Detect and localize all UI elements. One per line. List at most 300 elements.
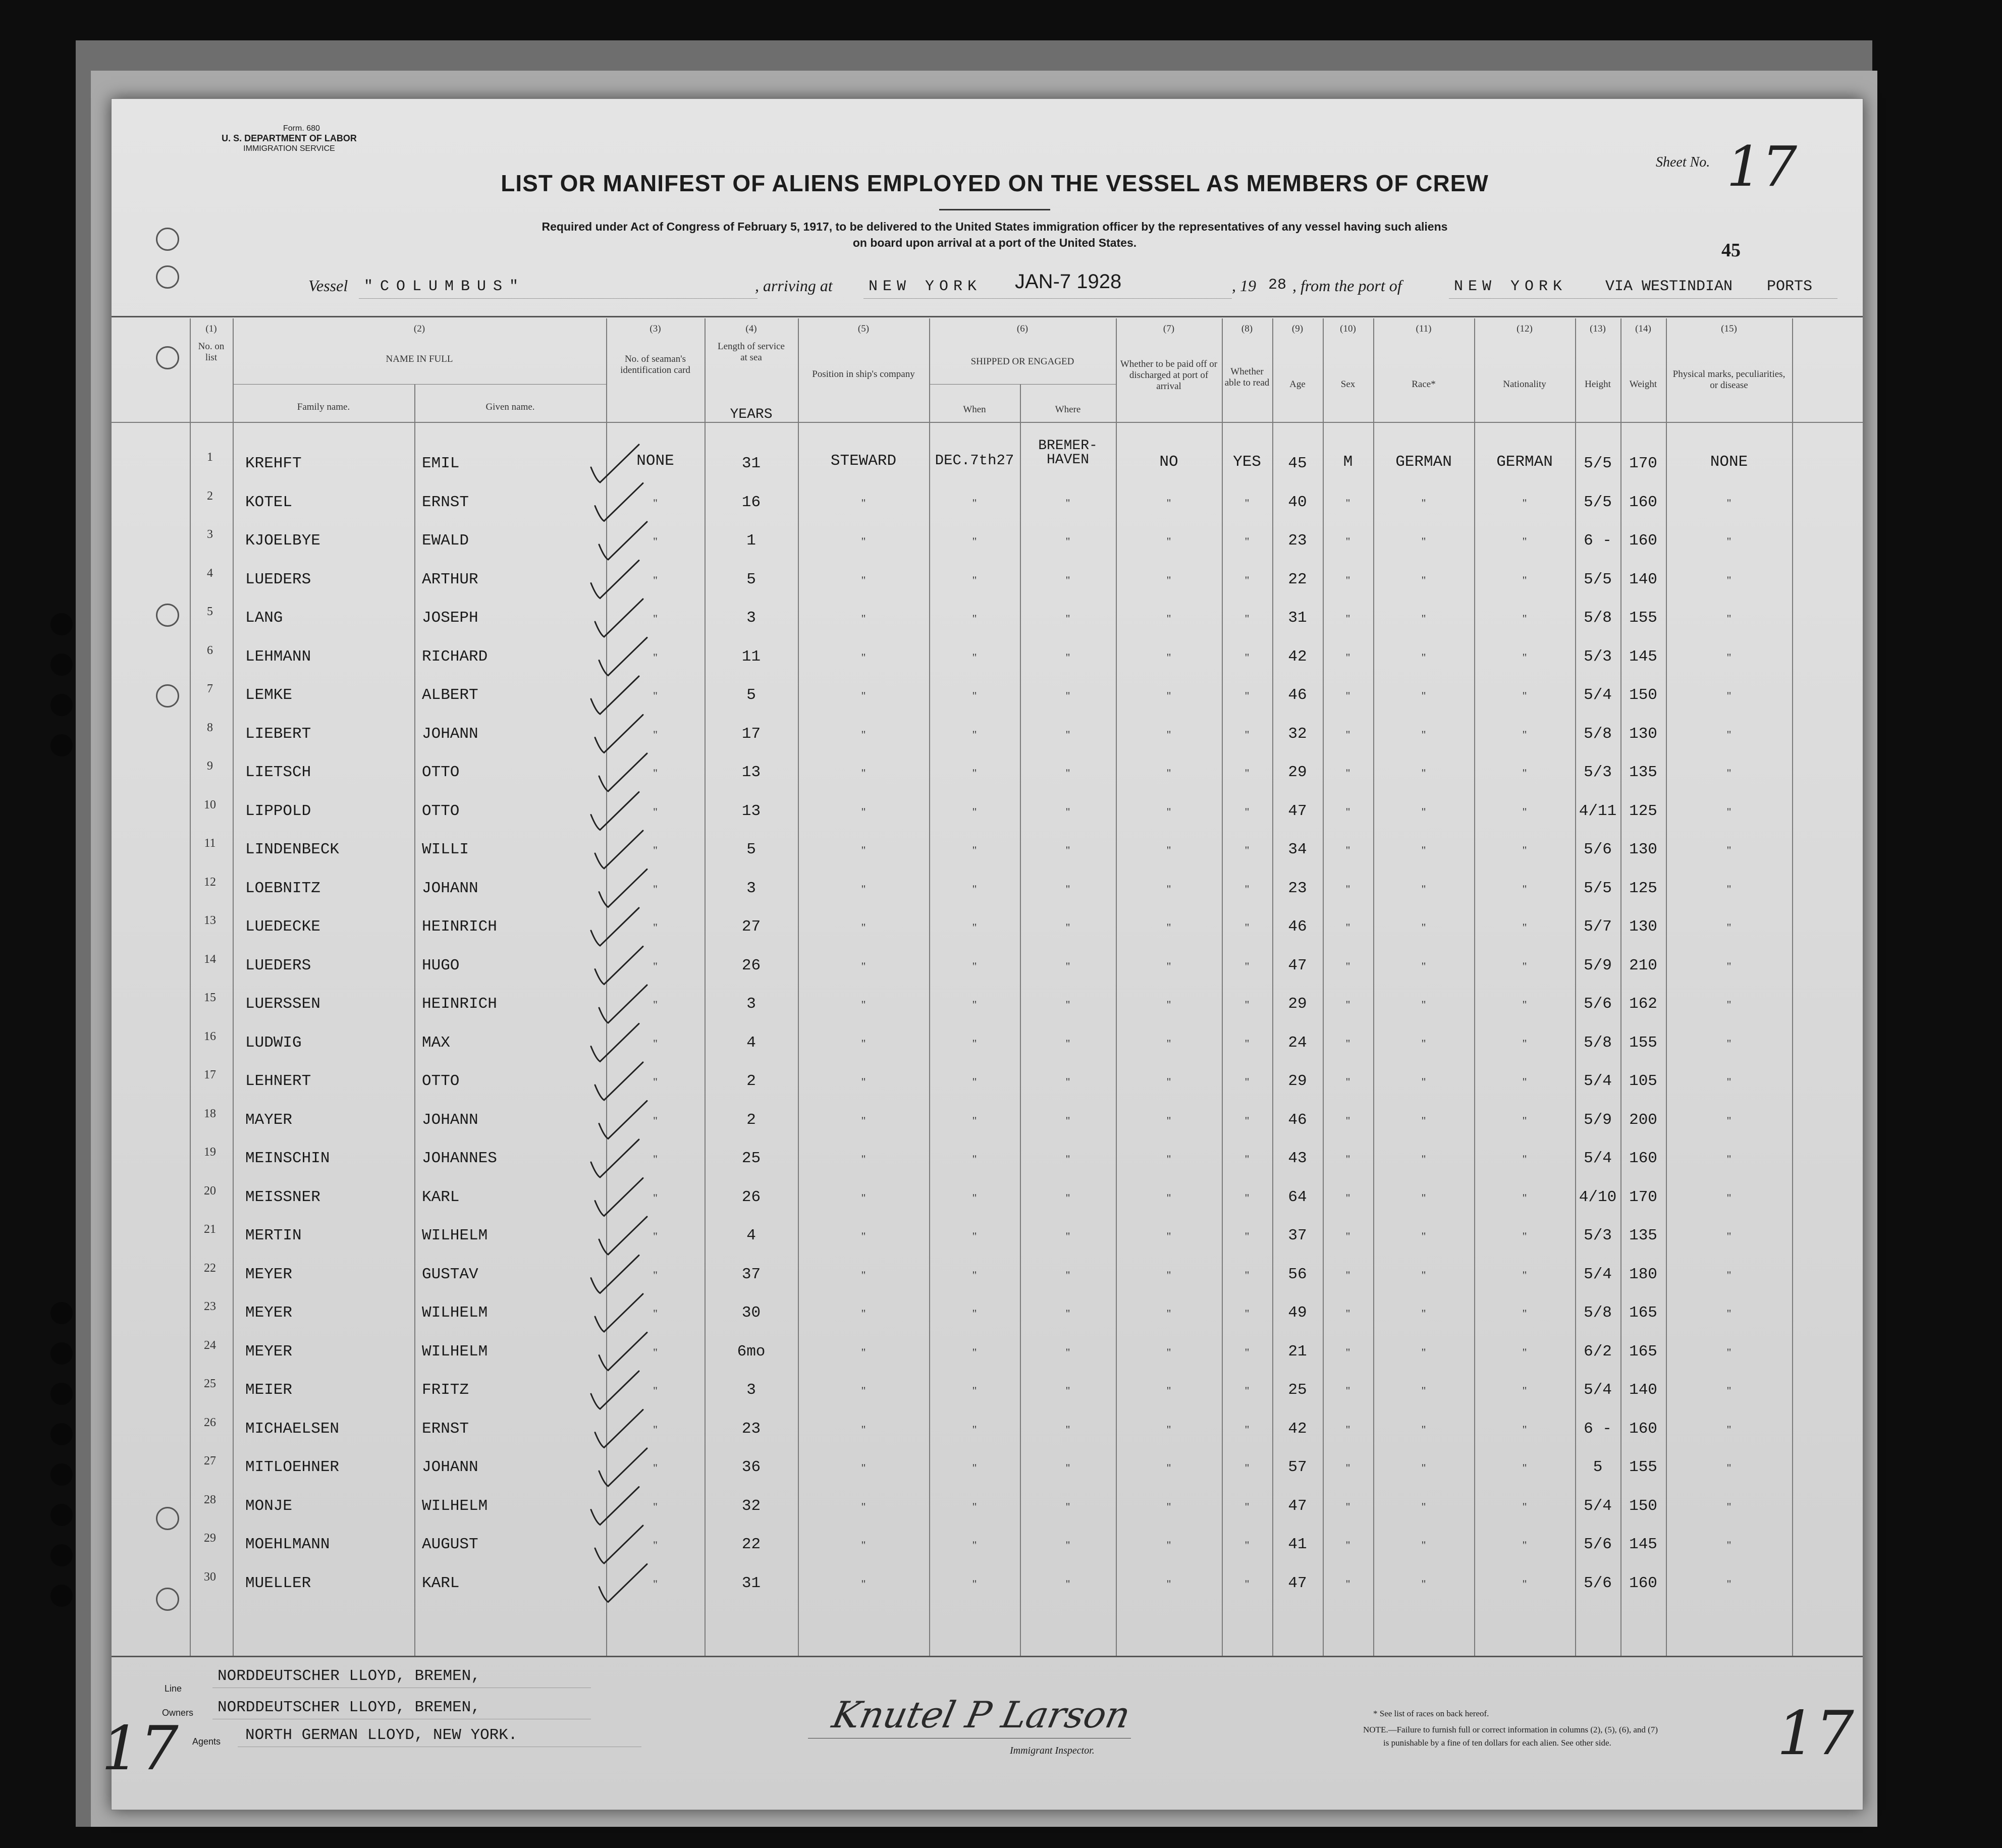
height: 5/5: [1584, 570, 1612, 588]
ditto-mark: ": [972, 612, 977, 625]
ditto-mark: ": [653, 921, 658, 934]
ditto-mark: ": [1421, 1577, 1426, 1590]
length-of-service: 1: [746, 532, 756, 550]
col7-number: (7): [1163, 323, 1175, 334]
ditto-mark: ": [1421, 1268, 1426, 1281]
row1-paid-off: NO: [1159, 453, 1178, 471]
weight: 155: [1629, 1034, 1657, 1052]
check-mark: [595, 1062, 643, 1100]
arriving-port: NEW YORK: [869, 278, 982, 295]
check-mark: [595, 947, 643, 985]
age: 42: [1288, 1420, 1307, 1438]
binder-hole: [50, 1463, 73, 1486]
length-of-service: 13: [741, 802, 761, 820]
col8-number: (8): [1241, 323, 1253, 334]
given-name: KARL: [422, 1574, 460, 1592]
ditto-mark: ": [1166, 612, 1171, 625]
check-mark: [595, 715, 643, 753]
height: 5/4: [1584, 1150, 1612, 1167]
ditto-mark: ": [972, 573, 977, 586]
weight: 200: [1629, 1111, 1657, 1129]
ditto-mark: ": [1421, 689, 1426, 702]
ditto-mark: ": [1166, 767, 1171, 779]
ditto-mark: ": [972, 1461, 977, 1474]
given-name: ERNST: [422, 1420, 469, 1438]
height: 5/7: [1584, 918, 1612, 936]
family-name: LUDWIG: [245, 1034, 302, 1052]
given-name: OTTO: [422, 764, 460, 781]
ditto-mark: ": [1522, 805, 1527, 818]
age: 49: [1288, 1304, 1307, 1322]
ditto-mark: ": [1421, 844, 1426, 856]
ditto-mark: ": [1345, 767, 1350, 779]
ditto-mark: ": [861, 1037, 866, 1050]
weight: 140: [1629, 570, 1657, 588]
ditto-mark: ": [1345, 612, 1350, 625]
ditto-mark: ": [972, 1345, 977, 1358]
length-of-service: 27: [741, 918, 761, 936]
family-name: LUEDECKE: [245, 918, 320, 936]
given-name: JOHANNES: [422, 1150, 497, 1167]
ditto-mark: ": [1065, 1191, 1070, 1204]
ditto-mark: ": [1522, 998, 1527, 1011]
ditto-mark: ": [1166, 882, 1171, 895]
ditto-mark: ": [1245, 1075, 1250, 1088]
ditto-mark: ": [1065, 1037, 1070, 1050]
col15-heading: Physical marks, peculiarities, or disease: [1672, 369, 1785, 391]
row-number: 14: [204, 952, 216, 966]
shipped-when-heading: When: [963, 404, 986, 415]
age: 29: [1288, 1072, 1307, 1090]
ditto-mark: ": [1245, 1345, 1250, 1358]
row1-nationality: GERMAN: [1496, 453, 1553, 471]
line-value: NORDDEUTSCHER LLOYD, BREMEN,: [218, 1667, 480, 1685]
weight: 145: [1629, 647, 1657, 666]
ditto-mark: ": [1245, 1114, 1250, 1127]
family-name: KOTEL: [245, 493, 293, 511]
ditto-mark: ": [972, 1153, 977, 1165]
ditto-mark: ": [653, 1153, 658, 1165]
age: 29: [1288, 995, 1307, 1013]
corner-mark-right: 17: [1777, 1699, 1854, 1769]
service-name: IMMIGRATION SERVICE: [243, 144, 335, 153]
row-number: 17: [204, 1068, 216, 1081]
ditto-mark: ": [1522, 767, 1527, 779]
ditto-mark: ": [1245, 959, 1250, 972]
binder-hole: [50, 694, 73, 716]
row-number: 30: [204, 1570, 216, 1584]
ditto-mark: ": [1245, 921, 1250, 934]
ditto-mark: ": [1166, 1345, 1171, 1358]
age: 47: [1288, 1497, 1307, 1515]
owners-label: Owners: [162, 1708, 194, 1718]
weight: 165: [1629, 1304, 1657, 1322]
age: 46: [1288, 686, 1307, 704]
ditto-mark: ": [861, 921, 866, 934]
ditto-mark: ": [972, 535, 977, 548]
ditto-mark: ": [1345, 805, 1350, 818]
ditto-mark: ": [861, 998, 866, 1011]
height: 4/11: [1579, 802, 1617, 820]
row-number: 7: [207, 682, 213, 695]
col7-heading: Whether to be paid off or discharged at port of arrival: [1120, 359, 1218, 392]
col4-number: (4): [745, 323, 757, 334]
given-name: JOHANN: [422, 1111, 478, 1129]
weight: 150: [1629, 1497, 1657, 1515]
height: 6 -: [1584, 532, 1612, 550]
ditto-mark: ": [1421, 535, 1426, 548]
ditto-mark: ": [972, 959, 977, 972]
ditto-mark: ": [1345, 496, 1350, 509]
family-name: LIPPOLD: [245, 802, 311, 820]
ditto-mark: ": [1421, 1345, 1426, 1358]
weight: 165: [1629, 1342, 1657, 1361]
binder-hole: [50, 1544, 73, 1566]
length-of-service: 5: [746, 570, 756, 588]
col8-heading: Whether able to read: [1224, 366, 1270, 388]
ditto-mark: ": [1345, 573, 1350, 586]
manifest-subtitle-1: Required under Act of Congress of February 5, 1917, to be delivered to the United States immigration officer by the representatives of any vessel having such aliens: [542, 220, 1448, 233]
ditto-mark: ": [1522, 1384, 1527, 1397]
ditto-mark: ": [972, 1268, 977, 1281]
ditto-mark: ": [653, 1307, 658, 1320]
ditto-mark: ": [1726, 1345, 1732, 1358]
ditto-mark: ": [1065, 767, 1070, 779]
check-mark: [599, 985, 647, 1023]
length-of-service: 31: [741, 455, 761, 472]
form-number: Form. 680: [283, 124, 320, 133]
ditto-mark: ": [861, 1345, 866, 1358]
ditto-mark: ": [1245, 689, 1250, 702]
ditto-mark: ": [972, 689, 977, 702]
ditto-mark: ": [653, 1423, 658, 1436]
given-name: KARL: [422, 1188, 460, 1206]
length-of-service: 17: [741, 725, 761, 743]
check-mark: [599, 753, 647, 791]
family-name: LEMKE: [245, 686, 293, 704]
ditto-mark: ": [1245, 1384, 1250, 1397]
ditto-mark: ": [1421, 882, 1426, 895]
col1-heading: No. on list: [198, 341, 225, 363]
ditto-mark: ": [1166, 1230, 1171, 1242]
check-mark: [599, 522, 647, 560]
ditto-mark: ": [861, 1114, 866, 1127]
weight: 170: [1629, 1188, 1657, 1206]
age: 24: [1288, 1034, 1307, 1052]
given-name: HUGO: [422, 956, 460, 974]
ditto-mark: ": [1065, 1539, 1070, 1551]
length-of-service: 26: [741, 956, 761, 974]
row1-position: STEWARD: [830, 452, 897, 470]
family-name: LEHMANN: [245, 647, 311, 666]
row-number: 4: [207, 566, 213, 580]
ditto-mark: ": [1726, 1075, 1732, 1088]
ditto-mark: ": [1345, 1384, 1350, 1397]
ditto-mark: ": [653, 1345, 658, 1358]
ditto-mark: ": [1245, 1037, 1250, 1050]
ditto-mark: ": [1345, 1230, 1350, 1242]
ditto-mark: ": [861, 1539, 866, 1551]
ditto-mark: ": [1522, 573, 1527, 586]
ditto-mark: ": [1421, 1384, 1426, 1397]
ditto-mark: ": [1421, 728, 1426, 741]
length-of-service: 13: [741, 764, 761, 781]
ditto-mark: ": [1726, 998, 1732, 1011]
age: 25: [1288, 1381, 1307, 1399]
ditto-mark: ": [972, 1384, 977, 1397]
weight: 160: [1629, 1574, 1657, 1592]
ditto-mark: ": [1522, 921, 1527, 934]
col15-number: (15): [1721, 323, 1737, 334]
year-value: 28: [1268, 277, 1287, 294]
ditto-mark: ": [861, 805, 866, 818]
manifest-title: LIST OR MANIFEST OF ALIENS EMPLOYED ON THE VESSEL AS MEMBERS OF CREW: [501, 170, 1489, 196]
ditto-mark: ": [1345, 1345, 1350, 1358]
check-mark: [595, 1178, 643, 1216]
row-number: 29: [204, 1532, 216, 1545]
inspector-label: Immigrant Inspector.: [1010, 1745, 1095, 1756]
weight: 125: [1629, 802, 1657, 820]
ditto-mark: ": [1166, 805, 1171, 818]
ditto-mark: ": [1522, 959, 1527, 972]
ditto-mark: ": [1245, 612, 1250, 625]
row-number: 27: [204, 1454, 216, 1467]
ditto-mark: ": [1522, 1114, 1527, 1127]
ditto-mark: ": [1245, 728, 1250, 741]
ditto-mark: ": [1421, 1500, 1426, 1513]
row-number: 12: [204, 875, 216, 889]
check-mark: [591, 445, 639, 482]
length-of-service: 3: [746, 1381, 756, 1399]
col1-number: (1): [205, 323, 217, 334]
row1-physical-marks: NONE: [1710, 453, 1748, 471]
ditto-mark: ": [653, 573, 658, 586]
height: 5/9: [1584, 956, 1612, 974]
row-number: 25: [204, 1377, 216, 1390]
ditto-mark: ": [1726, 921, 1732, 934]
ditto-mark: ": [653, 535, 658, 548]
row-number: 15: [204, 991, 216, 1004]
weight: 155: [1629, 1458, 1657, 1476]
ditto-mark: ": [653, 1114, 658, 1127]
weight: 140: [1629, 1381, 1657, 1399]
given-name: FRITZ: [422, 1381, 469, 1399]
ditto-mark: ": [1345, 1037, 1350, 1050]
ditto-mark: ": [1065, 805, 1070, 818]
ditto-mark: ": [653, 1268, 658, 1281]
family-name: MERTIN: [245, 1227, 302, 1244]
ditto-mark: ": [1726, 612, 1732, 625]
ditto-mark: ": [861, 1500, 866, 1513]
family-name: MEINSCHIN: [245, 1150, 330, 1167]
check-mark: [591, 1256, 639, 1293]
ditto-mark: ": [1345, 1539, 1350, 1551]
from-port: NEW YORK: [1454, 278, 1567, 295]
row-number: 21: [204, 1223, 216, 1236]
row-number: 20: [204, 1184, 216, 1198]
given-name: RICHARD: [422, 647, 488, 666]
given-name: EWALD: [422, 532, 469, 550]
ditto-mark: ": [1065, 1500, 1070, 1513]
ditto-mark: ": [1726, 1539, 1732, 1551]
ditto-mark: ": [861, 728, 866, 741]
binder-hole: [50, 654, 73, 676]
col2-heading: NAME IN FULL: [386, 354, 453, 364]
check-mark: [591, 676, 639, 714]
height: 5/5: [1584, 879, 1612, 897]
col10-heading: Sex: [1340, 379, 1356, 390]
ditto-mark: ": [1726, 1423, 1732, 1436]
weight: 135: [1629, 1227, 1657, 1244]
given-name: AUGUST: [422, 1536, 478, 1553]
ditto-mark: ": [1421, 1037, 1426, 1050]
height: 5/6: [1584, 841, 1612, 858]
height: 5/4: [1584, 1072, 1612, 1090]
ditto-mark: ": [861, 535, 866, 548]
age: 34: [1288, 841, 1307, 858]
age: 45: [1288, 455, 1307, 472]
age: 41: [1288, 1536, 1307, 1553]
given-name: JOHANN: [422, 725, 478, 743]
inspector-check-marks: [112, 99, 1863, 1810]
check-mark: [591, 561, 639, 599]
col9-heading: Age: [1289, 379, 1306, 390]
penalty-note-1: NOTE.—Failure to furnish full or correct information in columns (2), (5), (6), and (7): [1363, 1725, 1658, 1734]
ditto-mark: ": [1166, 535, 1171, 548]
ditto-mark: ": [1245, 496, 1250, 509]
ditto-mark: ": [1065, 1423, 1070, 1436]
binder-hole: [50, 1504, 73, 1526]
given-name: HEINRICH: [422, 918, 497, 936]
row-number: 28: [204, 1493, 216, 1506]
ditto-mark: ": [1726, 1153, 1732, 1165]
check-mark: [591, 1371, 639, 1409]
ditto-mark: ": [861, 496, 866, 509]
ditto-mark: ": [861, 650, 866, 664]
family-name: LIEBERT: [245, 725, 311, 743]
given-name: WILHELM: [422, 1342, 488, 1361]
ditto-mark: ": [1166, 1114, 1171, 1127]
ditto-mark: ": [653, 689, 658, 702]
ditto-mark: ": [1166, 1268, 1171, 1281]
ditto-mark: ": [1065, 1345, 1070, 1358]
check-mark: [595, 1410, 643, 1448]
col3-number: (3): [650, 323, 661, 334]
ditto-mark: ": [1345, 1075, 1350, 1088]
ditto-mark: ": [1166, 1539, 1171, 1551]
ditto-mark: ": [1522, 496, 1527, 509]
row1-shipped-where-1: BREMER-: [1038, 438, 1098, 454]
check-mark: [591, 1024, 639, 1062]
ditto-mark: ": [653, 1539, 658, 1551]
ditto-mark: ": [1166, 1307, 1171, 1320]
family-name: KJOELBYE: [245, 532, 320, 550]
row-number: 24: [204, 1338, 216, 1352]
given-name: WILHELM: [422, 1227, 488, 1244]
ditto-mark: ": [1245, 1577, 1250, 1590]
ditto-mark: ": [1345, 650, 1350, 664]
ditto-mark: ": [1166, 1423, 1171, 1436]
inspector-signature: Knutel P Larson: [829, 1694, 1134, 1736]
ditto-mark: ": [653, 1577, 658, 1590]
given-name: GUSTAV: [422, 1265, 478, 1283]
family-name: LANG: [245, 609, 283, 627]
ditto-mark: ": [1065, 998, 1070, 1011]
ditto-mark: ": [1065, 573, 1070, 586]
ditto-mark: ": [972, 1230, 977, 1242]
ditto-mark: ": [1065, 1114, 1070, 1127]
col14-number: (14): [1635, 323, 1651, 334]
ditto-mark: ": [1726, 1268, 1732, 1281]
row-number: 8: [207, 721, 213, 734]
height: 5/9: [1584, 1111, 1612, 1129]
year-label: , 19: [1232, 277, 1256, 295]
family-name-heading: Family name.: [297, 402, 350, 412]
ditto-mark: ": [1522, 1423, 1527, 1436]
length-of-service: 5: [746, 841, 756, 858]
ditto-mark: ": [1522, 650, 1527, 664]
ditto-mark: ": [972, 1539, 977, 1551]
ditto-mark: ": [972, 844, 977, 856]
ditto-mark: ": [972, 1114, 977, 1127]
ditto-mark: ": [1726, 844, 1732, 856]
ditto-mark: ": [861, 1075, 866, 1088]
ditto-mark: ": [1345, 1268, 1350, 1281]
family-name: MONJE: [245, 1497, 293, 1515]
given-name: ERNST: [422, 493, 469, 511]
ditto-mark: ": [1065, 1268, 1070, 1281]
binder-hole: [50, 613, 73, 635]
ditto-mark: ": [653, 496, 658, 509]
ditto-mark: ": [1245, 1500, 1250, 1513]
ditto-mark: ": [1421, 1230, 1426, 1242]
ditto-mark: ": [1522, 1500, 1527, 1513]
penalty-note-2: is punishable by a fine of ten dollars for each alien. See other side.: [1383, 1738, 1611, 1748]
ditto-mark: ": [653, 1230, 658, 1242]
ditto-mark: ": [1245, 650, 1250, 664]
family-name: LUEDERS: [245, 570, 311, 588]
row-number: 19: [204, 1146, 216, 1159]
age: 56: [1288, 1265, 1307, 1283]
corner-mark-left: 17: [101, 1714, 179, 1784]
age: 37: [1288, 1227, 1307, 1244]
family-name: LINDENBECK: [245, 841, 340, 858]
weight: 130: [1629, 725, 1657, 743]
ditto-mark: ": [1522, 1577, 1527, 1590]
ditto-mark: ": [653, 767, 658, 779]
length-of-service: 30: [741, 1304, 761, 1322]
age: 46: [1288, 1111, 1307, 1129]
ditto-mark: ": [972, 1500, 977, 1513]
ditto-mark: ": [1522, 1037, 1527, 1050]
given-name: HEINRICH: [422, 995, 497, 1013]
ditto-mark: ": [1726, 805, 1732, 818]
check-mark: [595, 1294, 643, 1332]
height: 5/3: [1584, 647, 1612, 666]
ditto-mark: ": [1726, 1307, 1732, 1320]
ditto-mark: ": [1345, 1191, 1350, 1204]
check-mark: [599, 1448, 647, 1486]
ditto-mark: ": [1166, 998, 1171, 1011]
ditto-mark: ": [1345, 1307, 1350, 1320]
ditto-mark: ": [861, 1577, 866, 1590]
check-mark: [599, 1564, 647, 1602]
col9-number: (9): [1291, 323, 1304, 334]
ditto-mark: ": [1522, 1539, 1527, 1551]
height: 6 -: [1584, 1420, 1612, 1438]
ditto-mark: ": [1166, 1461, 1171, 1474]
age: 47: [1288, 802, 1307, 820]
